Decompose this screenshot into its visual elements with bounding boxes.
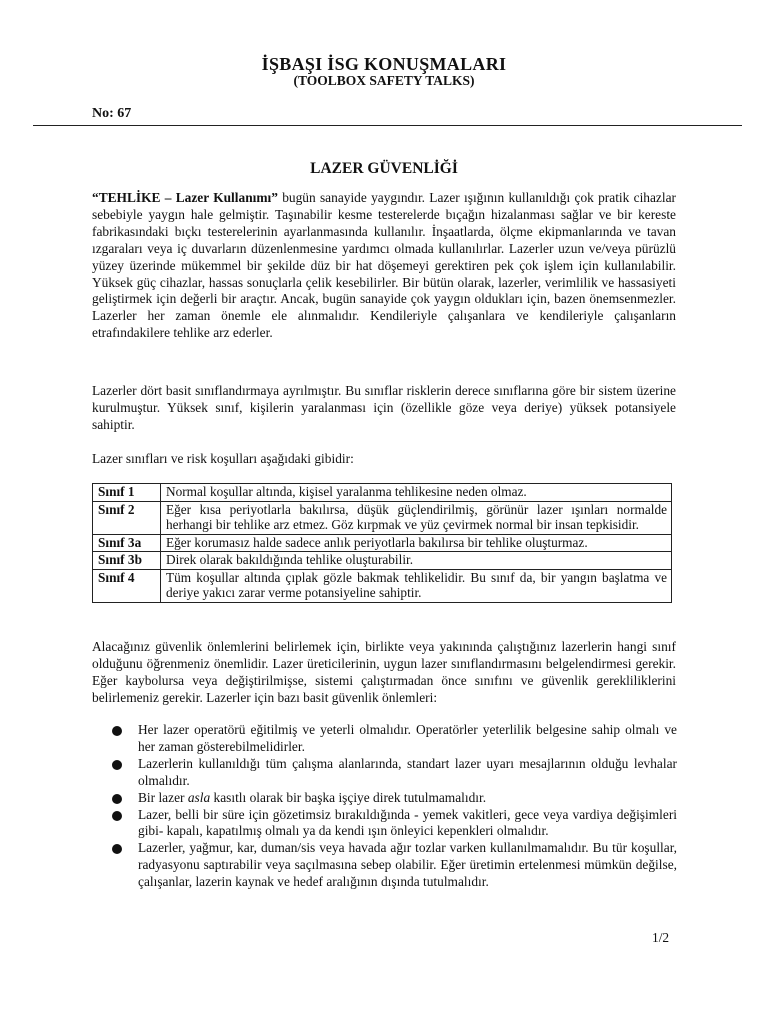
laser-class-table [92, 483, 672, 603]
intro-paragraph [92, 190, 676, 342]
table-intro-paragraph: Lazer sınıfları ve risk koşulları aşağıdaki gibidir: [92, 451, 354, 466]
class-desc-cell: Tüm koşullar altında çıplak gözle bakmak tehlikelidir. Bu sınıf da, bir yangın başlatma ve deriye yakıcı zarar verme potansiyeline sahiptir. [161, 569, 672, 602]
bullet-text: Lazer, belli bir süre için gözetimsiz bırakıldığında - yemek vakitleri, gece veya vardiya değişimleri gibi- kapalı, kapatılmış olmalı ya da kendi ışın önleyici kepenkleri olmalıdır. [138, 806, 677, 839]
document-title: İŞBAŞI İSG KONUŞMALARI [261, 54, 507, 74]
header-divider [33, 125, 742, 126]
class-name-cell: Sınıf 4 [93, 569, 161, 602]
list-item [92, 840, 677, 891]
bullet-emphasis: asla [187, 789, 211, 805]
bullet-icon [112, 844, 122, 854]
bullet-text: Lazerlerin kullanıldığı tüm çalışma alanlarında, standart lazer uyarı mesajlarının olduğu levhalar olmalıdır. [138, 755, 677, 788]
document-subtitle: (TOOLBOX SAFETY TALKS) [293, 73, 475, 88]
list-item [92, 790, 677, 807]
bullet-text-post: kasıtlı olarak bir başka işçiye direk tutulmamalıdır. [210, 789, 487, 805]
talk-number: No: 67 [92, 106, 132, 121]
safety-bullet-list [92, 722, 677, 891]
class-desc-cell: Eğer kısa periyotlarla bakılırsa, düşük güçlendirilmiş, görünür lazer ışınları normalde herhangi bir tehlike arz etmez. Göz kırpmak ve yüz çevirmek normal bir insan tepkisidir. [161, 501, 672, 534]
safety-measures-paragraph: Alacağınız güvenlik önlemlerini belirlemek için, birlikte veya yakınında çalıştığınız lazerlerin hangi sınıf olduğunu öğrenmeniz önemlidir. Lazer üreticilerinin, uygun lazer sınıflandırmasını belgelendirmesi gerekir. Eğer kaybolursa veya değiştirilmişse, sistemi çalıştırmadan önce sınıfını ve güvenlik gerekliliklerini belirlemeniz gerekir. Lazerler için bazı basit güvenlik önlemleri: [92, 639, 676, 705]
page-number: 1/2 [652, 930, 670, 945]
classification-paragraph: Lazerler dört basit sınıflandırmaya ayrılmıştır. Bu sınıflar risklerin derece sınıflarına göre bir sistem üzerine kurulmuştur. Yüksek sınıf, kişilerin yaralanması için (özellikle göze veya deriye) yüksek potansiyele sahiptir. [92, 383, 676, 432]
class-desc-cell: Direk olarak bakıldığında tehlike oluşturabilir. [161, 552, 672, 570]
bullet-icon [112, 794, 122, 804]
list-item [92, 722, 677, 756]
class-name-cell: Sınıf 3a [93, 534, 161, 552]
class-desc-cell: Normal koşullar altında, kişisel yaralanma tehlikesine neden olmaz. [161, 484, 672, 502]
table-row [93, 534, 672, 552]
section-heading: LAZER GÜVENLİĞİ [310, 160, 458, 177]
list-item [92, 756, 677, 790]
bullet-icon [112, 726, 122, 736]
class-name-cell: Sınıf 3b [93, 552, 161, 570]
bullet-icon [112, 760, 122, 770]
class-name-cell: Sınıf 1 [93, 484, 161, 502]
table-row [93, 501, 672, 534]
table-row [93, 569, 672, 602]
bullet-text: Her lazer operatörü eğitilmiş ve yeterli olmalıdır. Operatörler yeterlilik belgesine sahip olmalı ve her zaman gösterebilmelidirler. [138, 722, 677, 754]
table-row [93, 552, 672, 570]
bullet-text: Lazerler, yağmur, kar, duman/sis veya havada ağır tozlar varken kullanılmamalıdır. Bu tür koşullar, radyasyonu saptırabilir veya saçılmasına sebep olabilir. Eğer üretimin ertelenmesi mümkün değilse, çalışanlar, lazerin kaynak ve hedef aralığının dışında tutulmalıdır. [138, 840, 677, 890]
table-row [93, 484, 672, 502]
bullet-icon [112, 811, 122, 821]
intro-bold-phrase: “TEHLİKE – Lazer Kullanımı” [92, 190, 278, 205]
intro-text: bugün sanayide yaygındır. Lazer ışığının kullanıldığı çok pratik cihazlar sebebiyle yaygın hale gelmiştir. Taşınabilir kesme testerelerde bıçağın hizalanması sağlar ve bir kereste fabrikasındaki bıçkı testerelerinin ayarlanmasında kullanılır. İnşaatlarda, ölçme ekipmanlarında ve tavan ızgaraları veya iç duvarların düzenlenmesine yardımcı olmada kullanılırlar. Lazerler uzun ve/veya pürüzlü yüzey üzerinde mükemmel bir şekilde düz bir hat döşemeyi gerektiren pek çok işlem için kullanılabilir. Yüksek güç cihazlar, hassas sonuçlarla çelik kesebilirler. Bir bütün olarak, lazerler, verimlilik ve hassasiyeti geliştirmek için değerli bir araçtır. Ancak, bugün sanayide çok yaygın oldukları için, bazen önemsenmezler. Lazerler her zaman önemle ele alınmalıdır. Kendileriyle çalışanlara ve kendileriyle çalışanların etrafındakilere tehlike arz ederler. [92, 190, 676, 341]
class-desc-cell: Eğer korumasız halde sadece anlık periyotlarla bakılırsa bir tehlike oluşturmaz. [161, 534, 672, 552]
class-name-cell: Sınıf 2 [93, 501, 161, 534]
list-item [92, 807, 677, 841]
bullet-text-pre: Bir lazer [138, 789, 188, 805]
